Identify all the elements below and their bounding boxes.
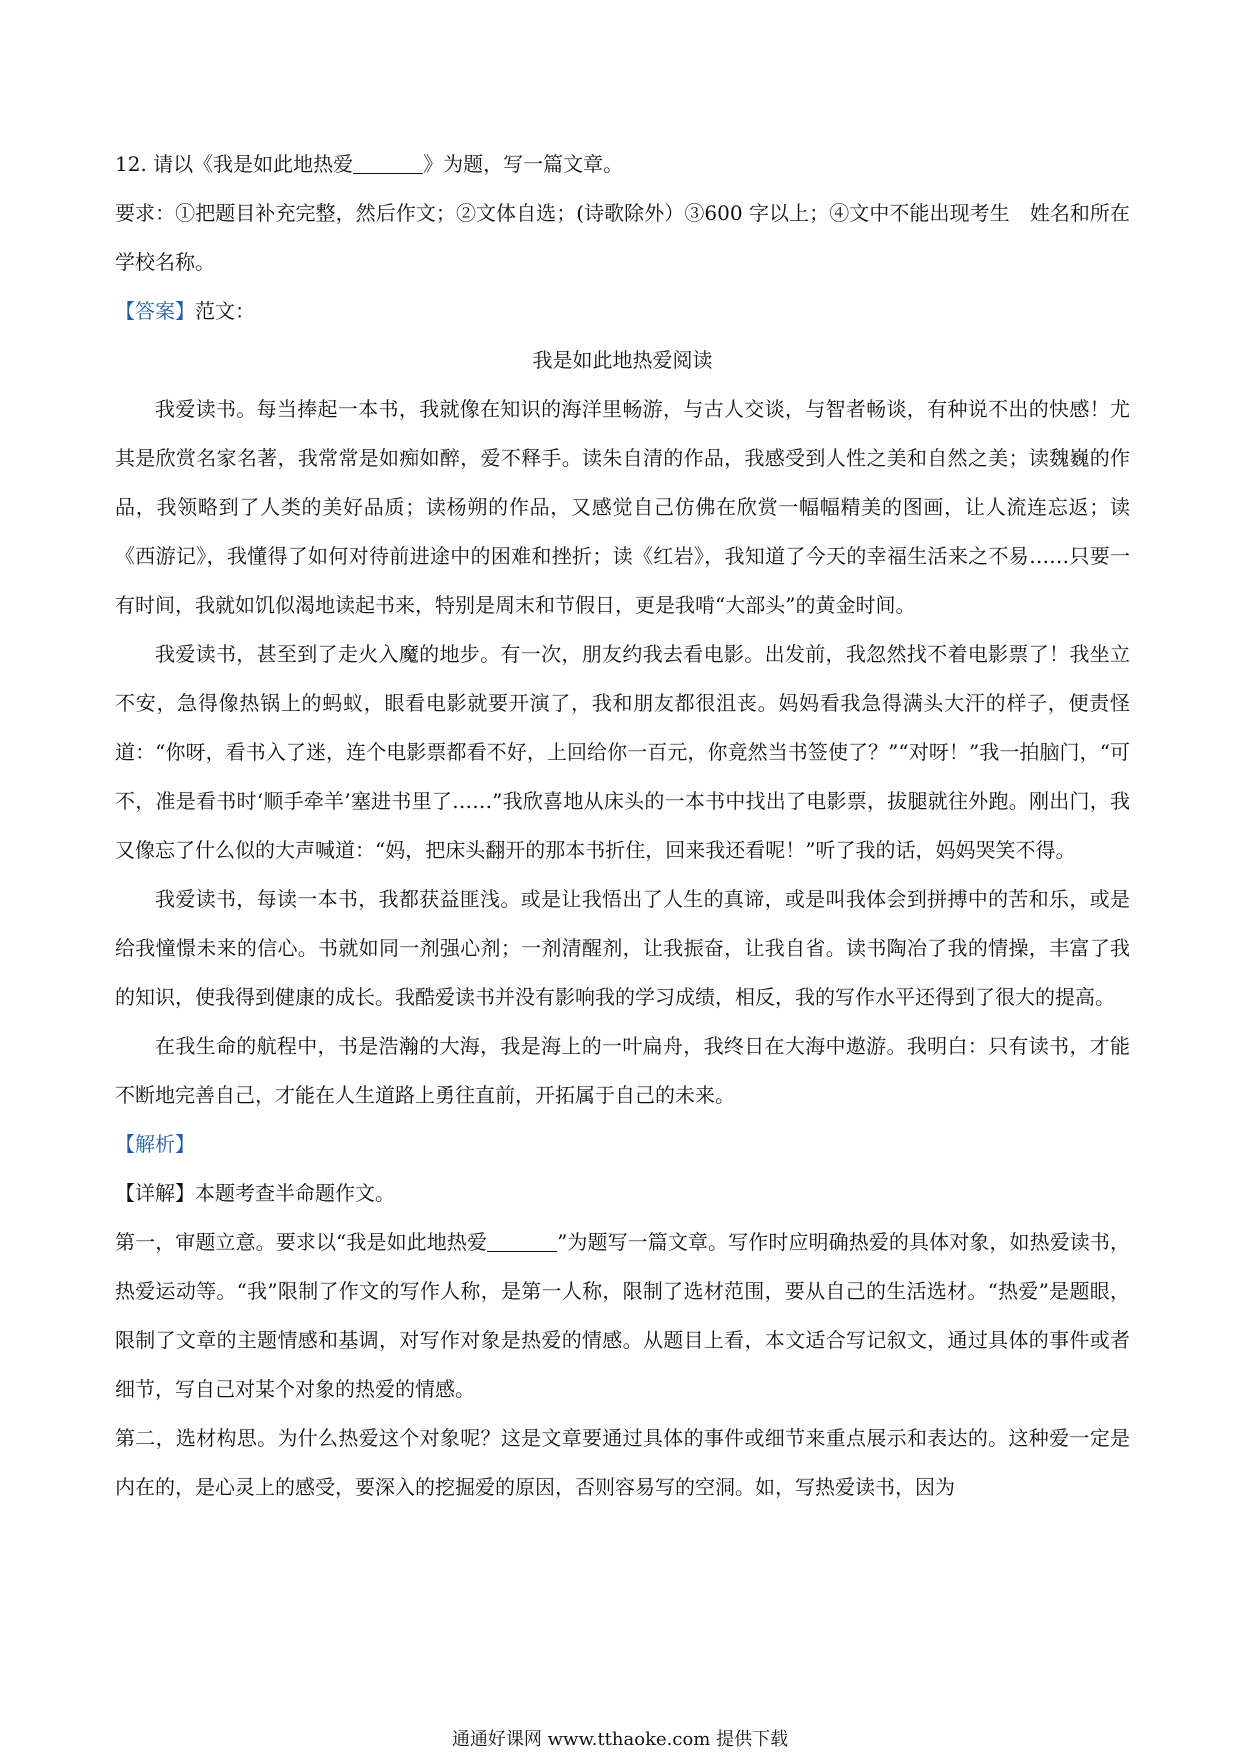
answer-heading	[115, 287, 1130, 336]
analysis-detail: 【详解】本题考查半命题作文。	[115, 1181, 395, 1205]
essay-title: 我是如此地热爱阅读	[532, 348, 713, 372]
question-requirements: 要求：①把题目补充完整，然后作文；②文体自选；(诗歌除外）③600 字以上；④文中不能出现考生 姓名和所在学校名称。	[115, 201, 1130, 274]
essay-paragraph: 在我生命的航程中，书是浩瀚的大海，我是海上的一叶扁舟，我终日在大海中遨游。我明白：只有读书，才能不断地完善自己，才能在人生道路上勇往直前，开拓属于自己的未来。	[115, 1034, 1130, 1107]
answer-intro: 范文：	[195, 299, 255, 323]
title-blank	[353, 153, 423, 174]
analysis-point-1: 第一，审题立意。要求以“我是如此地热爱 ”为题写一篇文章。写作时应明确热爱的具体对象，如热爱读书，热爱运动等。“我”限制了作文的写作人称，是第一人称，限制了选材范围，要从自己的生活选材。“热爱”是题眼，限制了文章的主题情感和基调，对写作对象是热爱的情感。从题目上看，本文适合写记叙文，通过具体的事件或者细节，写自己对某个对象的热爱的情感。	[115, 1230, 1130, 1401]
analysis-point-2: 第二，选材构思。为什么热爱这个对象呢？这是文章要通过具体的事件或细节来重点展示和表达的。这种爱一定是内在的，是心灵上的感受，要深入的挖掘爱的原因，否则容易写的空洞。如，写热爱读书，因为	[115, 1426, 1130, 1499]
question-title: 12. 请以《我是如此地热爱 》为题，写一篇文章。	[115, 152, 624, 176]
essay-paragraph: 我爱读书，每读一本书，我都获益匪浅。或是让我悟出了人生的真谛，或是叫我体会到拼搏中的苦和乐，或是给我憧憬未来的信心。书就如同一剂强心剂；一剂清醒剂，让我振奋，让我自省。读书陶冶了我的情操，丰富了我的知识，使我得到健康的成长。我酷爱读书并没有影响我的学习成绩，相反，我的写作水平还得到了很大的提高。	[115, 887, 1130, 1009]
essay-paragraph: 我爱读书，甚至到了走火入魔的地步。有一次，朋友约我去看电影。出发前，我忽然找不着电影票了！我坐立不安，急得像热锅上的蚂蚁，眼看电影就要开演了，我和朋友都很沮丧。妈妈看我急得满头大汗的样子，便责怪道：“你呀，看书入了迷，连个电影票都看不好，上回给你一百元，你竟然当书签使了？”“对呀！”我一拍脑门，“可不，准是看书时‘顺手牵羊’塞进书里了……”我欣喜地从床头的一本书中找出了电影票，拔腿就往外跑。刚出门，我又像忘了什么似的大声喊道：“妈，把床头翻开的那本书折住，回来我还看呢！”听了我的话，妈妈哭笑不得。	[115, 642, 1130, 862]
page-footer: 通通好课网 www.tthaoke.com 提供下载	[451, 1729, 789, 1750]
analysis-blank	[487, 1231, 557, 1252]
essay-paragraph: 我爱读书。每当捧起一本书，我就像在知识的海洋里畅游，与古人交谈，与智者畅谈，有种说不出的快感！尤其是欣赏名家名著，我常常是如痴如醉，爱不释手。读朱自清的作品，我感受到人性之美和自然之美；读魏巍的作品，我领略到了人类的美好品质；读杨朔的作品，又感觉自己仿佛在欣赏一幅幅精美的图画，让人流连忘返；读《西游记》，我懂得了如何对待前进途中的困难和挫折；读《红岩》，我知道了今天的幸福生活来之不易……只要一有时间，我就如饥似渴地读起书来，特别是周末和节假日，更是我啃“大部头”的黄金时间。	[115, 397, 1130, 617]
detail-tag: 【详解】	[115, 1181, 195, 1205]
analysis-tag: 【解析】	[115, 1132, 195, 1156]
analysis-heading	[115, 1120, 1130, 1169]
document-body	[115, 140, 1130, 1512]
answer-tag: 【答案】	[115, 299, 195, 323]
